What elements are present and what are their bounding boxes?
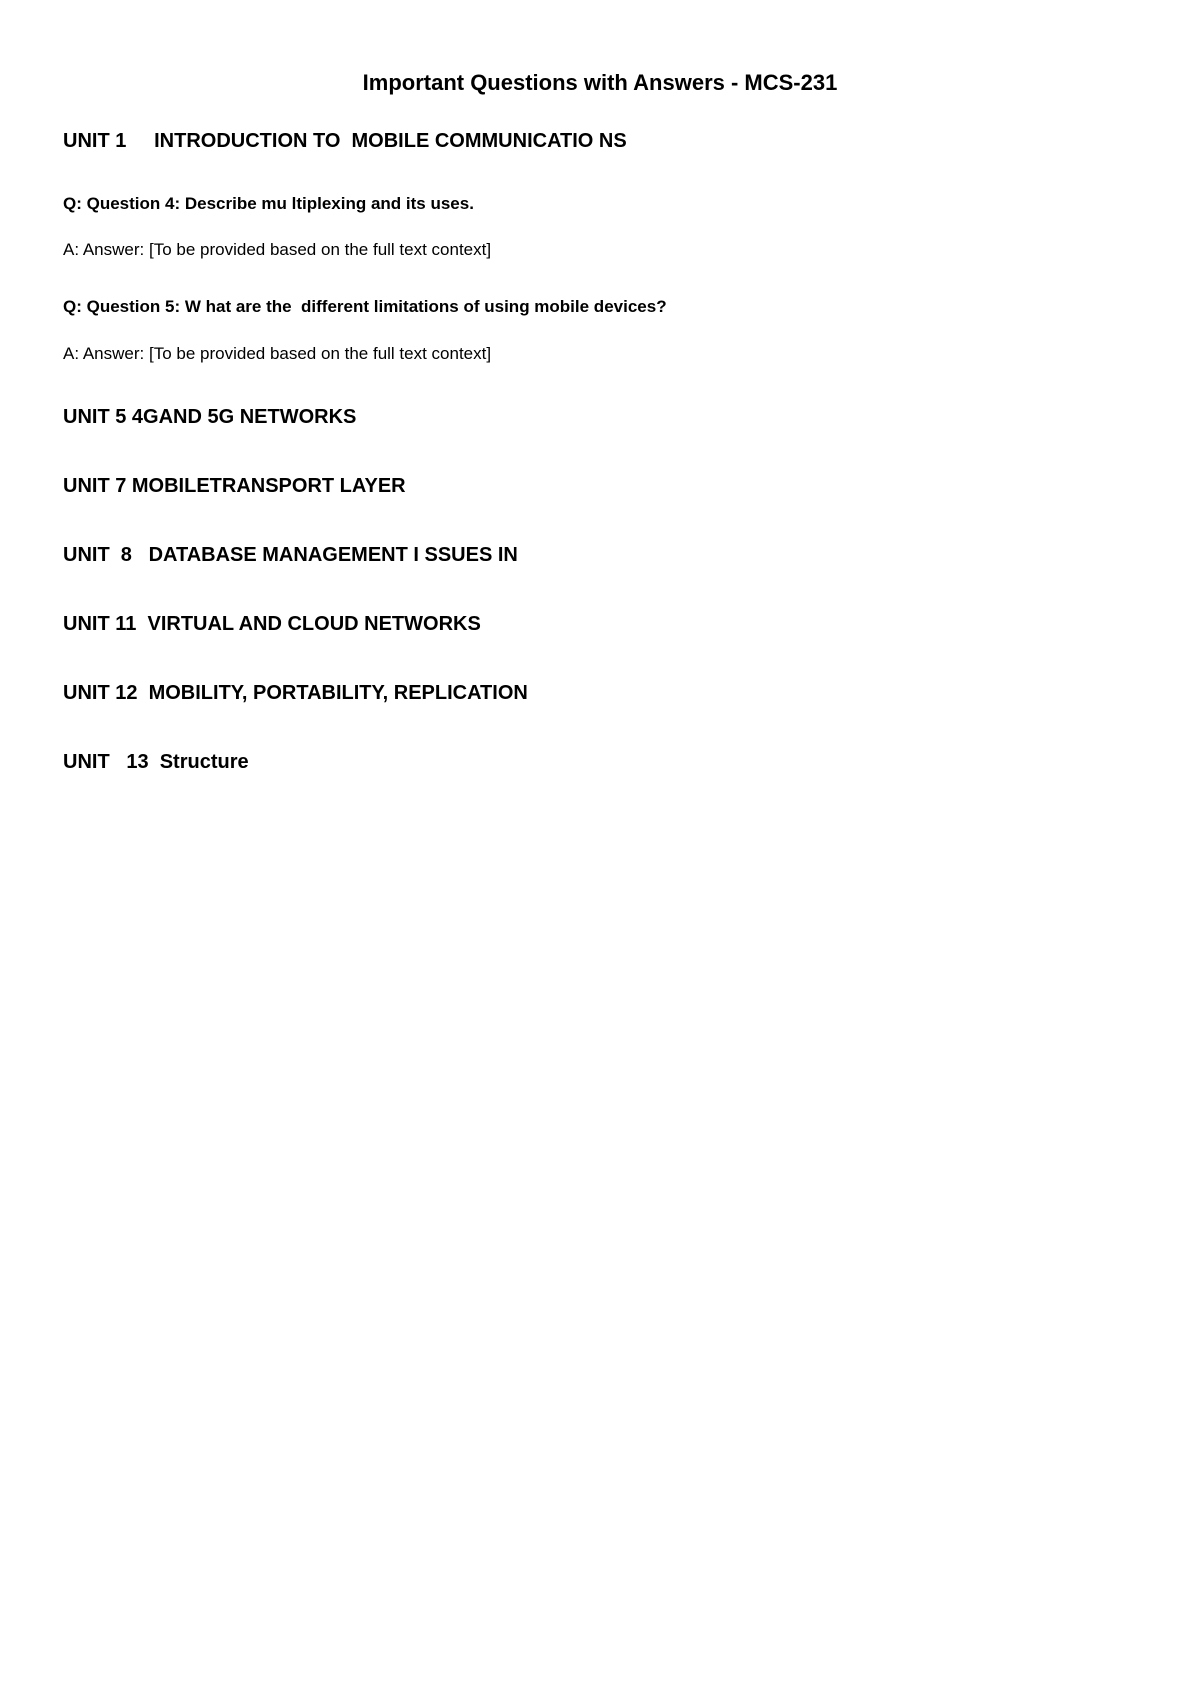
document-title: Important Questions with Answers - MCS-231 xyxy=(362,70,838,95)
unit-13-heading: UNIT 13 Structure xyxy=(63,751,249,773)
answer-4: A: Answer: [To be provided based on the full text context] xyxy=(63,240,492,259)
unit-12-heading: UNIT 12 MOBILITY, PORTABILITY, REPLICATION xyxy=(63,682,528,704)
unit-11-heading: UNIT 11 VIRTUAL AND CLOUD NETWORKS xyxy=(63,613,481,635)
unit-1-heading: UNIT 1 INTRODUCTION TO MOBILE COMMUNICATIO NS xyxy=(63,130,627,152)
unit-7-heading: UNIT 7 MOBILETRANSPORT LAYER xyxy=(63,475,406,497)
answer-5: A: Answer: [To be provided based on the full text context] xyxy=(63,344,492,363)
question-4: Q: Question 4: Describe mu ltiplexing and its uses. xyxy=(63,194,474,213)
question-5: Q: Question 5: W hat are the different limitations of using mobile devices? xyxy=(63,297,667,316)
unit-8-heading: UNIT 8 DATABASE MANAGEMENT I SSUES IN xyxy=(63,544,518,566)
unit-5-heading: UNIT 5 4GAND 5G NETWORKS xyxy=(63,406,357,428)
